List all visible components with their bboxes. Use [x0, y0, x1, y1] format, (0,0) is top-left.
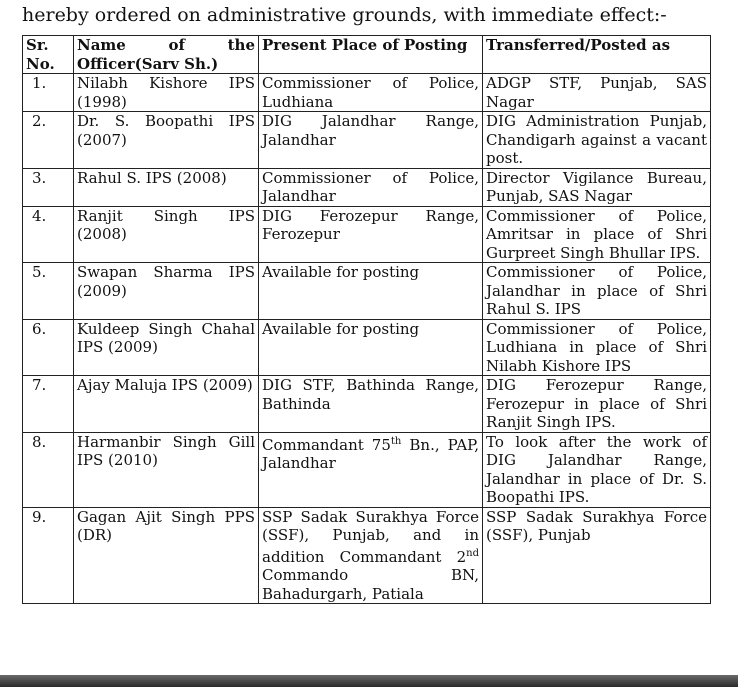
table-row — [23, 206, 711, 263]
row-officer-name: Ranjit Singh IPS (2008) — [74, 206, 259, 263]
row-sr-no: 5. — [23, 263, 74, 320]
row-transferred-posted: DIG Administration Punjab, Chandigarh against a vacant post. — [483, 112, 711, 169]
row-present-posting: DIG Ferozepur Range, Ferozepur — [259, 206, 483, 263]
row-sr-no: 7. — [23, 376, 74, 433]
row-transferred-posted: DIG Ferozepur Range, Ferozepur in place of Shri Ranjit Singh IPS. — [483, 376, 711, 433]
ordinal-suffix: th — [390, 435, 402, 447]
row-sr-no: 3. — [23, 168, 74, 206]
posting-text: SSP Sadak Surakhya Force (SSF), Punjab, and in addition Commandant 2 — [262, 507, 479, 566]
header-sr-no: Sr. No. — [23, 36, 74, 74]
row-sr-no: 8. — [23, 432, 74, 507]
table-row — [23, 74, 711, 112]
table-row — [23, 319, 711, 376]
row-officer-name: Ajay Maluja IPS (2009) — [74, 376, 259, 433]
row-present-posting: Available for posting — [259, 319, 483, 376]
header-officer-name: Name of the Officer(Sarv Sh.) — [74, 36, 259, 74]
posting-text-cont: Commando BN, Bahadurgarh, Patiala — [262, 566, 479, 603]
table-row — [23, 168, 711, 206]
row-present-posting: Available for posting — [259, 263, 483, 320]
row-present-posting: Commissioner of Police, Ludhiana — [259, 74, 483, 112]
row-officer-name: Kuldeep Singh Chahal IPS (2009) — [74, 319, 259, 376]
table-row — [23, 432, 711, 507]
table-row — [23, 112, 711, 169]
row-officer-name: Rahul S. IPS (2008) — [74, 168, 259, 206]
bottom-bar — [0, 675, 738, 687]
transfer-table — [22, 35, 711, 604]
row-officer-name: Dr. S. Boopathi IPS (2007) — [74, 112, 259, 169]
row-officer-name: Harmanbir Singh Gill IPS (2010) — [74, 432, 259, 507]
row-transferred-posted: ADGP STF, Punjab, SAS Nagar — [483, 74, 711, 112]
row-transferred-posted: Commissioner of Police, Jalandhar in place of Shri Rahul S. IPS — [483, 263, 711, 320]
row-sr-no: 6. — [23, 319, 74, 376]
table-row — [23, 376, 711, 433]
row-officer-name: Gagan Ajit Singh PPS (DR) — [74, 507, 259, 604]
row-present-posting — [259, 507, 483, 604]
table-row — [23, 263, 711, 320]
row-sr-no: 2. — [23, 112, 74, 169]
row-transferred-posted: Commissioner of Police, Ludhiana in place of Shri Nilabh Kishore IPS — [483, 319, 711, 376]
row-sr-no: 9. — [23, 507, 74, 604]
row-present-posting — [259, 432, 483, 507]
order-heading: hereby ordered on administrative grounds, with immediate effect:- — [22, 4, 667, 26]
table-header-row — [23, 36, 711, 74]
row-present-posting: DIG STF, Bathinda Range, Bathinda — [259, 376, 483, 433]
row-sr-no: 4. — [23, 206, 74, 263]
row-transferred-posted: Commissioner of Police, Amritsar in place of Shri Gurpreet Singh Bhullar IPS. — [483, 206, 711, 263]
posting-text: Commandant 75 — [262, 435, 391, 454]
row-present-posting: Commissioner of Police, Jalandhar — [259, 168, 483, 206]
row-sr-no: 1. — [23, 74, 74, 112]
row-transferred-posted: Director Vigilance Bureau, Punjab, SAS Nagar — [483, 168, 711, 206]
row-transferred-posted: To look after the work of DIG Jalandhar Range, Jalandhar in place of Dr. S. Boopathi IPS. — [483, 432, 711, 507]
header-transferred-posted: Transferred/Posted as — [483, 36, 711, 74]
table-row — [23, 507, 711, 604]
ordinal-suffix: nd — [466, 547, 479, 559]
row-officer-name: Swapan Sharma IPS (2009) — [74, 263, 259, 320]
row-officer-name: Nilabh Kishore IPS (1998) — [74, 74, 259, 112]
row-transferred-posted: SSP Sadak Surakhya Force (SSF), Punjab — [483, 507, 711, 604]
posting-text-cont: Bn., PAP, Jalandhar — [262, 435, 479, 472]
header-present-posting: Present Place of Posting — [259, 36, 483, 74]
row-present-posting: DIG Jalandhar Range, Jalandhar — [259, 112, 483, 169]
